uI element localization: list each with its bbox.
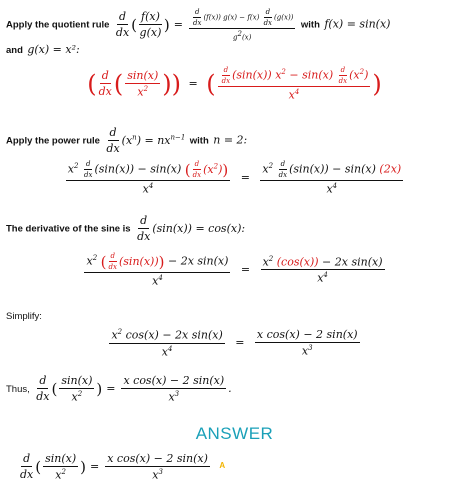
sine-derivative-formula: $\frac{d}{dx}$ (sin(x)) = cos(x): xyxy=(137,214,246,243)
quotient-rule-line xyxy=(6,8,469,41)
simplified-expression: $\frac{x^2 \cos(x) - 2x \sin(x)}{x^4}$ = $\frac{\text{x cos(x) − 2 sin(x)}}{x^3}$ xyxy=(111,328,358,359)
answer-heading-row xyxy=(0,424,469,444)
quotient-rule-formula: $\frac{d}{dx}$ ( $\frac{f(x)}{g(x)}$ ) = $\frac{d}{dx}$ (f(x)) g(x) − f(x) $\frac{d}{dx}$ (g(x)) $g^2(x)$ xyxy=(115,8,294,42)
f-definition: f(x) = sin(x) xyxy=(324,17,391,31)
power-with-text: with xyxy=(189,135,209,147)
answer-heading: ANSWER xyxy=(195,424,274,443)
power-rule-formula: $\frac{d}{dx}$ $(x^n) = nx^{n-1}$ xyxy=(106,126,186,155)
sine-derivative-text: The derivative of the sine is xyxy=(6,223,131,235)
answer-mark-badge: A xyxy=(219,461,226,471)
power-rule-line xyxy=(6,126,469,155)
answer-formula: $\frac{d}{dx}$ ( $\frac{\sin(x)}{x^2}$ ) = $\frac{\text{x cos(x) − 2 sin(x)}}{x^3}$ xyxy=(20,452,208,482)
g-definition-line xyxy=(6,40,469,58)
and-text: and xyxy=(6,45,23,56)
quotient-rule-text: Apply the quotient rule xyxy=(6,19,110,31)
thus-formula: $\frac{d}{dx}$ ( $\frac{\sin(x)}{x^2}$ ) = $\frac{\text{x cos(x) − 2 sin(x)}}{x^3}$ . xyxy=(36,374,232,404)
g-definition: g(x) = x²: xyxy=(27,43,80,56)
sine-applied: $x^2$ ( $\frac{d}{dx}$ (sin(x))) − 2x sin(x) $x^4$ = $\frac{x^2 (\cos(x)) - 2x \sin(x)}{x^4}$ xyxy=(86,252,383,288)
power-applied: $x^2$ $\frac{d}{dx}$ (sin(x)) − sin(x) ( $\frac{d}{dx}$ $(x^2)$) $x^4$ = $x^2$ $\frac{d}{dx}$ (sin(x)) − sin(x) (2x) $x^4$ xyxy=(67,160,402,196)
simplify-line xyxy=(6,306,469,324)
answer-line xyxy=(18,452,469,482)
simplify-text: Simplify: xyxy=(6,311,42,322)
quotient-applied: ( $\frac{d}{dx}$ ( $\frac{\sin(x)}{x^2}$ )) = ( $\frac{d}{dx}$ (sin(x)) $x^2 - \sin(x)$ $\frac{d}{dx}$ $(x^2)$ $x^4$ ) xyxy=(87,66,382,102)
thus-text: Thus, xyxy=(6,383,30,395)
thus-line xyxy=(6,374,469,404)
with-text: with xyxy=(300,19,320,31)
sine-derivative-line xyxy=(6,214,469,243)
power-rule-text: Apply the power rule xyxy=(6,135,100,147)
n-definition: n = 2: xyxy=(213,133,248,147)
